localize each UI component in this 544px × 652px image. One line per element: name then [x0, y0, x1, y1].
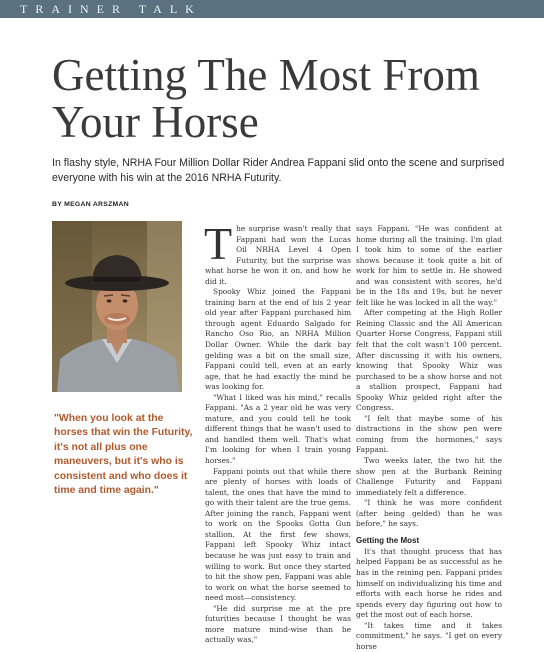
column-2-paragraph-3: "I felt that maybe some of his distractions in the show pen were coming from the hormones," says Fappani. [356, 413, 502, 455]
column-1-paragraph-2: Spooky Whiz joined the Fappani training barn at the end of his 2 year old year after Fappani purchased him through agent Eduardo Salgado for Rancho Oso Rio, an NRHA Million Dollar Owner. While the dark bay gelding was a bit on the small size, Fappani could tell, even at an early age, that he had exactly the mind he was looking for. [205, 287, 351, 392]
section-band [0, 0, 544, 18]
section-label: TRAINER TALK [20, 2, 202, 16]
drop-cap: T [204, 218, 233, 269]
headline: Getting The Most From Your Horse [52, 50, 480, 147]
column-2-paragraph-5: "I think he was more confident (after being gelded) than he was before," he says. [356, 498, 502, 529]
column-1-paragraph-1 [204, 218, 351, 287]
subhead: Getting the Most [356, 535, 420, 545]
column-2-paragraph-7: "It takes time and it takes commitment," he says. "I get on every horse [356, 620, 502, 651]
byline: BY MEGAN ARSZMAN [52, 201, 129, 208]
column-2-paragraph-4: Two weeks later, the two hit the show pen at the Burbank Reining Challenge Futurity and Fappani immediately felt a difference. [356, 456, 502, 497]
column-1-paragraph-4: Fappani points out that while there are plenty of horses with loads of talent, the ones that have the mind to go with their talent are the true gems. After joining the ranch, Fappani went to work on the Spooks Gotta Gun stallion. At the first few shows, Fappani left Spooky Whiz intact because he was just easy to train and willing to work. But once they started to hit the show pen, Fappani was able to work on what the horse seemed to need most—consistency. [205, 466, 351, 603]
column-1-paragraph-1-text: he surprise wasn't really that Fappani had won the Lucas Oil NRHA Level 4 Open Futurity, but the surprise was what horse he won it on, and how he did it. [205, 224, 351, 286]
column-2-paragraph-1: says Fappani. "He was confident at home during all the training. I'm glad I took him to some of the earlier shows because it took quite a bit of work for him to settle in. He showed and was consistent with scores, he'd be in the 18s and 19s, but he never felt like he was locked in all the way." [356, 224, 502, 307]
column-2-paragraph-6: It's that thought process that has helped Fappani be as successful as he has in the reining pen. Fappani prides himself on individualizing his time and efforts with each horse he rides and spends every day figuring out how to get the most out of each horse. [356, 546, 502, 620]
deck: In flashy style, NRHA Four Million Dollar Rider Andrea Fappani slid onto the scene and surprised everyone with his win at the 2016 NRHA Futurity. [52, 157, 505, 184]
article-column-2 [356, 224, 502, 652]
portrait-photo-icon [52, 221, 182, 392]
column-1-paragraph-3: "What I liked was his mind," recalls Fappani. "As a 2 year old he was very mature, and you could tell he took different things that he wasn't used to and handled them well. That's what I'm looking for when I train young horses." [205, 392, 351, 466]
column-1-paragraph-5: "He did surprise me at the pre futurities because I thought he was more mature mind-wise than he actually was," [205, 603, 351, 645]
article-column-1 [204, 218, 351, 646]
column-2-paragraph-2: After competing at the High Roller Reining Classic and the All American Quarter Horse Congress, Fappani still felt that the colt wasn't 100 percent. After discussing it with his owners, knowing that Spooky Whiz was purchased to be a show horse and not a stallion prospect, Fappani had Spooky Whiz gelded right after the Congress. [356, 308, 502, 413]
pull-quote: "When you look at the horses that win the Futurity, it's not all plus one maneuvers, but it's who is consistent and who does it time and time again." [54, 413, 193, 497]
